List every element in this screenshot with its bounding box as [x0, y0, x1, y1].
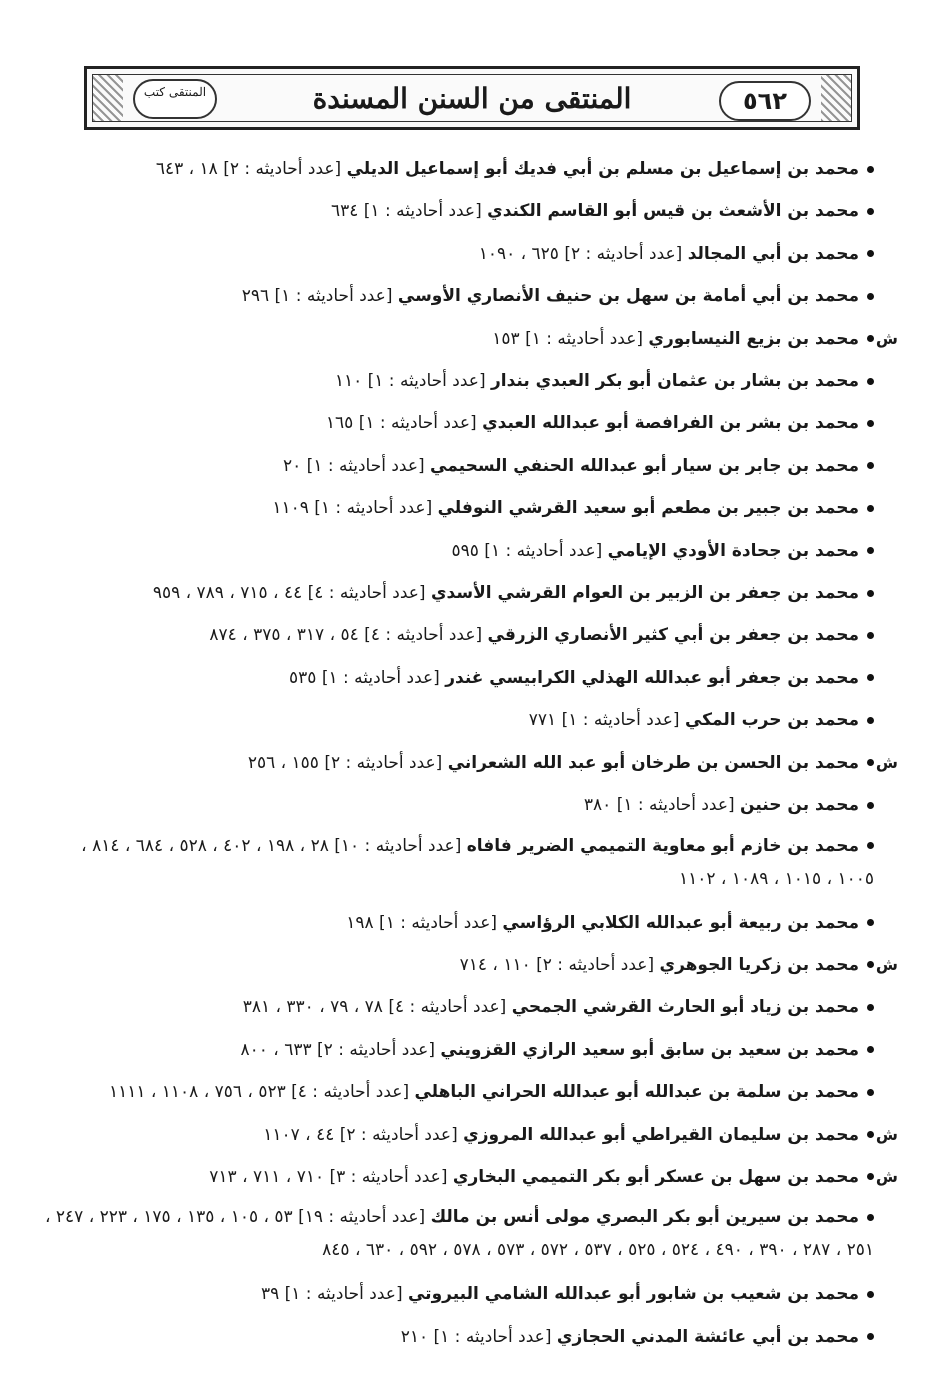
- list-item: [44, 487, 874, 529]
- narrator-name: محمد بن خازم أبو معاوية التميمي الضرير فافاه: [466, 835, 859, 856]
- ornament-left: [93, 75, 123, 121]
- narrator-name: محمد بن بشر بن الفرافصة أبو عبدالله العبدي: [482, 413, 859, 434]
- running-title: المنتقى من السنن المسندة: [312, 82, 632, 115]
- bullet-icon: [867, 717, 874, 724]
- hadith-numbers: ١١٠: [334, 371, 363, 392]
- hadith-numbers: ١٥٥ ، ٢٥٦: [247, 752, 319, 773]
- list-item: [44, 190, 874, 232]
- hadith-count: [عدد أحاديثه : ١]: [314, 498, 433, 519]
- bullet-icon: [867, 919, 874, 926]
- hadith-numbers: ٢٠: [283, 455, 302, 476]
- list-item: [44, 986, 874, 1028]
- hadith-count: [عدد أحاديثه : ١]: [321, 667, 440, 688]
- hadith-numbers: ١٥٣: [492, 328, 520, 349]
- narrator-name: محمد بن حرب المكي: [684, 710, 859, 731]
- narrator-index-list: [44, 148, 898, 1358]
- bullet-icon: [867, 961, 874, 968]
- list-item: [44, 1029, 874, 1071]
- hadith-numbers: ٤٤ ، ٧١٥ ، ٧٨٩ ، ٩٥٩: [152, 583, 303, 604]
- bullet-icon: [867, 674, 874, 681]
- entry-mark: ش: [875, 328, 898, 348]
- page-number: ٥٦٢: [719, 81, 811, 121]
- hadith-numbers: ٧٨ ، ٧٩ ، ٣٣٠ ، ٣٨١: [242, 997, 383, 1018]
- narrator-name: محمد بن سهل بن عسكر أبو بكر التميمي البخاري: [452, 1166, 859, 1187]
- list-item: [44, 360, 874, 402]
- hadith-count: [عدد أحاديثه : ٢]: [339, 1124, 458, 1145]
- hadith-count: [عدد أحاديثه : ١]: [525, 328, 644, 349]
- narrator-name: محمد بن أبي المجالد: [687, 243, 859, 264]
- narrator-name: محمد بن بزيع النيسابوري: [648, 328, 859, 349]
- narrator-name: محمد بن شعيب بن شابور أبو عبدالله الشامي البيروتي: [407, 1284, 859, 1305]
- list-item: [44, 445, 874, 487]
- bullet-icon: [867, 462, 874, 469]
- hadith-count: [عدد أحاديثه : ١٠]: [334, 835, 462, 856]
- hadith-numbers: ١٨ ، ٦٤٣: [155, 159, 218, 179]
- hadith-count: [عدد أحاديثه : ٢]: [317, 1039, 435, 1060]
- hadith-numbers: ٢١٠: [400, 1326, 429, 1347]
- narrator-name: محمد بن سعيد بن سابق أبو سعيد الرازي القزويني: [440, 1039, 859, 1060]
- hadith-numbers: ٣٨٠: [583, 795, 612, 816]
- bullet-icon: [867, 1291, 874, 1298]
- hadith-count: [عدد أحاديثه : ١]: [284, 1284, 403, 1305]
- bullet-icon: [867, 590, 874, 597]
- hadith-numbers: ١١٠ ، ٧١٤: [459, 954, 531, 975]
- hadith-count: [عدد أحاديثه : ٢]: [324, 752, 443, 773]
- hadith-count: [عدد أحاديثه : ٤]: [307, 583, 426, 604]
- hadith-count: [عدد أحاديثه : ٤]: [364, 625, 483, 646]
- bullet-icon: [867, 759, 874, 766]
- hadith-count: [عدد أحاديثه : ١]: [616, 795, 735, 816]
- list-item: [44, 657, 874, 699]
- bullet-icon: [867, 208, 874, 215]
- hadith-numbers: ٣٩: [260, 1284, 280, 1305]
- bullet-icon: [867, 547, 874, 554]
- narrator-name: محمد بن إسماعيل بن مسلم بن أبي فديك أبو إسماعيل الديلي: [346, 159, 859, 179]
- bullet-icon: [867, 1173, 874, 1180]
- hadith-count: [عدد أحاديثه : ١]: [379, 912, 497, 933]
- narrator-name: محمد بن أبي أمامة بن سهل بن حنيف الأنصاري الأوسي: [397, 286, 859, 307]
- hadith-count: [عدد أحاديثه : ٢]: [223, 159, 342, 179]
- bullet-icon: [867, 1004, 874, 1011]
- narrator-name: محمد بن جبير بن مطعم أبو سعيد القرشي النوفلي: [437, 498, 859, 519]
- hadith-numbers: ١٩٨: [346, 912, 374, 933]
- list-item: [44, 148, 874, 190]
- list-item: [44, 1156, 898, 1198]
- list-item: [44, 1273, 874, 1315]
- list-item: [44, 827, 874, 902]
- entry-mark: ش: [875, 1166, 898, 1186]
- entry-mark: ش: [875, 954, 898, 974]
- entry-mark: ش: [875, 752, 898, 772]
- bullet-icon: [867, 505, 874, 512]
- hadith-count: [عدد أحاديثه : ١]: [274, 286, 393, 307]
- bullet-icon: [867, 842, 874, 849]
- narrator-name: محمد بن سلمة بن عبدالله أبو عبدالله الحراني الباهلي: [414, 1082, 859, 1103]
- header-frame: [92, 74, 852, 122]
- ornament-right: [821, 75, 851, 121]
- bullet-icon: [867, 166, 874, 173]
- bullet-icon: [867, 335, 874, 342]
- list-item: [44, 699, 874, 741]
- narrator-name: محمد بن جعفر أبو عبدالله الهذلي الكرابيسي غندر: [445, 667, 859, 688]
- hadith-count: [عدد أحاديثه : ١]: [561, 710, 680, 731]
- hadith-numbers: ٥٣٥: [289, 667, 317, 688]
- list-item: [44, 318, 898, 360]
- list-item: [44, 1114, 898, 1156]
- list-item: [44, 614, 874, 656]
- narrator-name: محمد بن زكريا الجوهري: [659, 954, 859, 975]
- narrator-name: محمد بن الأشعث بن قيس أبو القاسم الكندي: [487, 201, 859, 222]
- narrator-name: محمد بن سيرين أبو بكر البصري مولى أنس بن مالك: [430, 1207, 859, 1228]
- bullet-icon: [867, 1214, 874, 1221]
- list-item: [44, 402, 874, 444]
- hadith-numbers: ٥٩٥: [451, 540, 479, 561]
- hadith-count: [عدد أحاديثه : ١]: [363, 201, 482, 222]
- bullet-icon: [867, 378, 874, 385]
- hadith-count: [عدد أحاديثه : ١]: [367, 371, 486, 392]
- narrator-name: محمد بن جعفر بن الزبير بن العوام القرشي الأسدي: [430, 583, 859, 604]
- hadith-count: [عدد أحاديثه : ١٩]: [298, 1207, 426, 1228]
- bullet-icon: [867, 802, 874, 809]
- hadith-numbers: ٧١٠ ، ٧١١ ، ٧١٣: [209, 1166, 325, 1187]
- hadith-numbers: ٢٩٦: [241, 286, 270, 307]
- list-item: [44, 1198, 874, 1273]
- hadith-numbers: ٦٣٣ ، ٨٠٠: [240, 1039, 312, 1060]
- bullet-icon: [867, 420, 874, 427]
- narrator-name: محمد بن بشار بن عثمان أبو بكر العبدي بندار: [490, 371, 859, 392]
- bullet-icon: [867, 1089, 874, 1096]
- bullet-icon: [867, 293, 874, 300]
- bullet-icon: [867, 1046, 874, 1053]
- list-item: [44, 275, 874, 317]
- list-item: [44, 572, 874, 614]
- bullet-icon: [867, 1333, 874, 1340]
- hadith-count: [عدد أحاديثه : ١]: [306, 455, 425, 476]
- narrator-name: محمد بن جعفر بن أبي كثير الأنصاري الزرقي: [487, 625, 859, 646]
- list-item: [44, 784, 874, 826]
- hadith-count: [عدد أحاديثه : ١]: [484, 540, 603, 561]
- list-item: [44, 742, 898, 784]
- hadith-count: [عدد أحاديثه : ٤]: [388, 997, 507, 1018]
- hadith-numbers: ٥٣ ، ١٠٥ ، ١٣٥ ، ١٧٥ ، ٢٢٣ ، ٢٤٧ ، ٢٥١ ، ٢٨٧ ، ٣٩٠ ، ٤٩٠ ، ٥٢٤ ، ٥٢٥ ، ٥٣٧ ، ٥٧٢ ، ٥٧٣ ، ٥٧٨ ، ٥٩٢ ، ٦٣٠ ، ٨٤٥: [45, 1207, 874, 1261]
- hadith-numbers: ٦٣٤: [330, 201, 359, 222]
- hadith-count: [عدد أحاديثه : ١]: [433, 1326, 552, 1347]
- hadith-count: [عدد أحاديثه : ٣]: [329, 1166, 448, 1187]
- list-item: [44, 1316, 874, 1358]
- narrator-name: محمد بن زياد أبو الحارث القرشي الجمحي: [511, 997, 859, 1018]
- hadith-numbers: ٥٤ ، ٣١٧ ، ٣٧٥ ، ٨٧٤: [209, 625, 359, 646]
- hadith-numbers: ٤٤ ، ١١٠٧: [263, 1124, 335, 1145]
- hadith-count: [عدد أحاديثه : ٢]: [536, 954, 655, 975]
- hadith-numbers: ٥٢٣ ، ٧٥٦ ، ١١٠٨ ، ١١١١: [108, 1082, 286, 1103]
- hadith-numbers: ١١٠٩: [272, 498, 309, 519]
- list-item: [44, 233, 874, 275]
- page-header: [84, 66, 860, 130]
- narrator-name: محمد بن سليمان القيراطي أبو عبدالله المروزي: [463, 1124, 859, 1145]
- list-item: [44, 902, 874, 944]
- narrator-name: محمد بن جابر بن سيار أبو عبدالله الحنفي السحيمي: [430, 455, 859, 476]
- list-item: [44, 530, 874, 572]
- bullet-icon: [867, 250, 874, 257]
- narrator-name: محمد بن ربيعة أبو عبدالله الكلابي الرؤاسي: [502, 912, 859, 933]
- narrator-name: محمد بن الحسن بن طرخان أبو عبد الله الشعراني: [447, 752, 859, 773]
- list-item: [44, 1071, 874, 1113]
- narrator-name: محمد بن أبي عائشة المدني الحجازي: [556, 1326, 859, 1347]
- hadith-count: [عدد أحاديثه : ٤]: [291, 1082, 410, 1103]
- hadith-numbers: ٢٨ ، ١٩٨ ، ٤٠٢ ، ٥٢٨ ، ٦٨٤ ، ٨١٤ ، ١٠٠٥ ، ١٠١٥ ، ١٠٨٩ ، ١١٠٢: [81, 835, 874, 889]
- hadith-numbers: ٦٢٥ ، ١٠٩٠: [478, 243, 559, 264]
- hadith-count: [عدد أحاديثه : ٢]: [564, 243, 683, 264]
- entry-mark: ش: [875, 1124, 898, 1144]
- bullet-icon: [867, 1131, 874, 1138]
- logo-seal: المنتقى كتب: [133, 79, 217, 119]
- bullet-icon: [867, 632, 874, 639]
- hadith-count: [عدد أحاديثه : ١]: [358, 413, 477, 434]
- list-item: [44, 944, 898, 986]
- hadith-numbers: ١٦٥: [325, 413, 354, 434]
- hadith-numbers: ٧٧١: [528, 710, 557, 731]
- narrator-name: محمد بن جحادة الأودي الإيامي: [607, 540, 859, 561]
- narrator-name: محمد بن حنين: [740, 795, 859, 816]
